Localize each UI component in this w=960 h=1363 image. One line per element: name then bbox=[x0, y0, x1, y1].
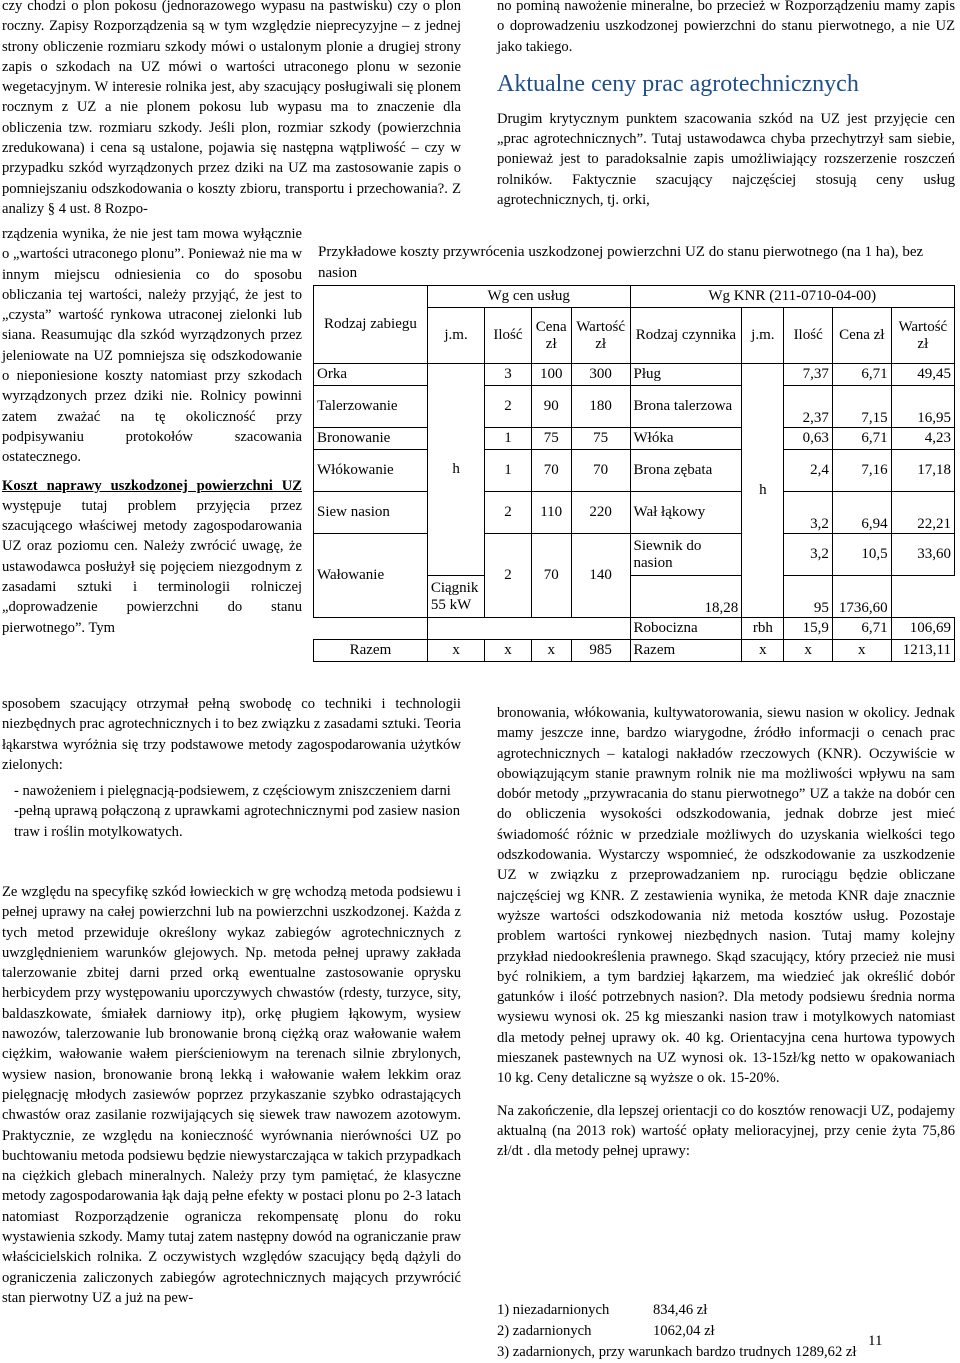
cell-value-2: 16,95 bbox=[891, 386, 954, 428]
cell-price: 90 bbox=[531, 386, 571, 428]
header-group-knr: Wg KNR (211-0710-04-00) bbox=[630, 286, 954, 308]
cell-value-2: 17,18 bbox=[891, 450, 954, 492]
table-total-row bbox=[314, 640, 955, 662]
fee-item-2 bbox=[497, 1321, 957, 1342]
fee-list bbox=[497, 1300, 957, 1363]
cell-price-2: 6,71 bbox=[832, 618, 891, 640]
cell-qty: 2 bbox=[485, 492, 531, 534]
total-x: x bbox=[832, 640, 891, 662]
repair-cost-text: występuje tutaj problem przyjęcia przez szacującego właściwej metody zagospodarowania UZ oraz poziomu cen. Należy zwrócić uwagę, że ustawodawca posłużył się pojęciem niezgodnym z zasadami sztuki i terminologii rolniczej „doprowadzenie powierzchni do stanu pierwotnego”. Tym bbox=[2, 497, 302, 636]
header-rodzaj-zabiegu: Rodzaj zabiegu bbox=[314, 286, 428, 364]
total-value-2: 1213,11 bbox=[891, 640, 954, 662]
cell-price: 70 bbox=[531, 450, 571, 492]
left-intro-text: czy chodzi o plon pokosu (jednorazowego wypasu na pastwisku) czy o plon roczny. Zapisy Rozporządzenia są w tym względzie nieprecyzyjne – z jednej strony obliczenie rozmiaru szkody mówi o ustalonym plonie a drugiej strony zapis o szkodach na UZ mówi o wartości utraconego plonu w sezonie wegetacyjnym. W interesie rolnika jest, aby szacujący posługiwali się plonem rocznym z UZ a nie plonem pokosu lub wypasu ma to znaczenie dla obliczenia tzw. rozmiaru szkody. Jeśli plon, rozmiar szkody (powierzchnia zredukowana) i cena są ustalone, pojawia się następna wątpliwość – czy w przypadku szkód wyrządzonych przez dziki na UZ ma zastosowanie zapis o pomniejszaniu odszkodowania o koszty zbioru, transportu i przechowania?. Z analizy § 4 ust. 8 Rozpo- bbox=[2, 0, 461, 217]
total-x: x bbox=[427, 640, 484, 662]
left-after-text: sposobem szacujący otrzymał pełną swobodę co techniki i technologii niezbędnych prac agrotechnicznych i to bez związku z zasadami sztuki. Teoria łąkarstwa wyróżnia się trzy podstawowe metody zagospodarowania użytków zielonych: bbox=[2, 696, 461, 773]
fee-value: 1289,62 zł bbox=[794, 1344, 857, 1360]
cell-price-2: 7,16 bbox=[832, 450, 891, 492]
total-label-2: Razem bbox=[630, 640, 742, 662]
page-number: 11 bbox=[868, 1333, 883, 1349]
cell-price-2: 95 bbox=[784, 576, 832, 618]
right-top-text-2: Drugim krytycznym punktem szacowania szkód na UZ jest przyjęcie cen „prac agrotechnicznych”. Tutaj ustawodawca chyba przechytrzył sam siebie, ponieważ jest to paradoksalnie zapis umożliwiający rozszerzenie roszczeń rolników. Faktycznie szacujący najczęściej stosują ceny usług agrotechnicznych, tj. orki, bbox=[497, 110, 955, 209]
left-bottom-paragraph bbox=[2, 882, 461, 1308]
total-label: Razem bbox=[314, 640, 428, 662]
right-top-text: no pominą nawożenie mineralne, bo przecież w Rozporządzeniu mamy zapis o doprowadzeniu uszkodzonej powierzchni do stanu pierwotnego, a nie UZ jako takiego. bbox=[497, 0, 955, 55]
total-x: x bbox=[784, 640, 832, 662]
fee-item-1 bbox=[497, 1300, 957, 1321]
left-narrow-column bbox=[2, 224, 302, 638]
left-bottom-text: Ze względu na specyfikę szkód łowieckich w grę wchodzą metoda podsiewu i pełnej uprawy na całej powierzchni lub na powierzchni uszkodzonej. Każda z tych metod przewiduje określony wykaz zabiegów agrotechnicznych z uwzględnieniem warunków glejowych. Np. metoda pełnej uprawy zakłada talerzowanie zbitej darni przed orką ewentualne zastosowanie oprysku herbicydem przy występowaniu uporczywych chwastów (rdesty, turzyce, sity, baldaszkowate, śmiałek darniowy itp), orkę pługiem łąkowym, wysiew nawozów, talerzowanie lub bronowanie broną ciężką oraz wałowanie wałem ciężkim, wałowanie wałem pierścieniowym na terenach silnie zbrylonych, wysiew nasion, bronowanie broną lekką i wałowanie wałem lekkim oraz pielęgnację młodych zasiewów poprzez przykaszanie szybko odrastających chwastów oraz zasilanie rozwijających się siewek traw nawozem azotowym. Praktycznie, ze względu na konieczność wyrównania nierówności UZ po buchtowaniu metoda podsiewu będzie niewystarczająca w takich przypadkach na ciężkich glebach mineralnych. Należy przy tym pamiętać, że klasyczne metody zagospodarowania łąk dają pełne efekty w postaci plonu po 2-3 latach natomiast Rozporządzenie ogranicza rekompensatę plonu do roku wystawienia szkody. Mamy tutaj zatem następny dowód na ograniczanie praw właścicielskich rolnika. Z oczywistych względów szacujący będą dążyli do ograniczenia zaliczonych zabiegów agrotechnicznych mających przywrócić stan pierwotny UZ a już na pew- bbox=[2, 884, 461, 1306]
cell-qty: 3 bbox=[485, 364, 531, 386]
total-value: 985 bbox=[571, 640, 630, 662]
table-row bbox=[314, 364, 955, 386]
method-item-2: -pełną uprawą połączoną z uprawkami agrotechnicznymi pod zasiew nasion traw i roślin motylkowatych. bbox=[14, 803, 460, 840]
cell-zabieg: Talerzowanie bbox=[314, 386, 428, 428]
cell-unit-rbh: rbh bbox=[742, 618, 784, 640]
total-x: x bbox=[531, 640, 571, 662]
cell-value: 75 bbox=[571, 428, 630, 450]
table-row bbox=[314, 386, 955, 428]
cell-zabieg: Siew nasion bbox=[314, 492, 428, 534]
repair-cost-paragraph bbox=[2, 476, 302, 638]
repair-cost-heading: Koszt naprawy uszkodzonej powierzchni UZ bbox=[2, 477, 302, 494]
section-heading: Aktualne ceny prac agrotechnicznych bbox=[497, 70, 859, 97]
left-intro-paragraph bbox=[2, 0, 461, 219]
cell-value: 300 bbox=[571, 364, 630, 386]
fee-label: 1) niezadarnionych bbox=[497, 1302, 610, 1318]
cell-value: 70 bbox=[571, 450, 630, 492]
cell-czynnik: Wał łąkowy bbox=[630, 492, 742, 534]
cell-price: 70 bbox=[531, 534, 571, 618]
cell-price: 110 bbox=[531, 492, 571, 534]
cell-price-2: 10,5 bbox=[832, 534, 891, 576]
header-rodzaj-czynnika: Rodzaj czynnika bbox=[630, 308, 742, 364]
fee-value: 1062,04 zł bbox=[653, 1323, 715, 1339]
cell-value-2: 49,45 bbox=[891, 364, 954, 386]
header-wartosc-2: Wartość zł bbox=[891, 308, 954, 364]
cell-value: 140 bbox=[571, 534, 630, 618]
cell-qty-2: 7,37 bbox=[784, 364, 832, 386]
cell-qty: 2 bbox=[485, 534, 531, 618]
cell-zabieg: Włókowanie bbox=[314, 450, 428, 492]
cost-table bbox=[313, 285, 955, 662]
cell-qty-2: 3,2 bbox=[784, 492, 832, 534]
fee-value: 834,46 zł bbox=[653, 1302, 708, 1318]
empty-cell bbox=[314, 618, 428, 640]
cell-price: 75 bbox=[531, 428, 571, 450]
cell-qty: 1 bbox=[485, 450, 531, 492]
cell-value-2: 4,23 bbox=[891, 428, 954, 450]
cell-price-2: 6,71 bbox=[832, 428, 891, 450]
cell-czynnik: Brona talerzowa bbox=[630, 386, 742, 428]
cell-czynnik: Włóka bbox=[630, 428, 742, 450]
cell-price: 100 bbox=[531, 364, 571, 386]
fee-item-3 bbox=[497, 1342, 957, 1363]
cell-price-2: 6,94 bbox=[832, 492, 891, 534]
cell-qty-2: 2,37 bbox=[784, 386, 832, 428]
method-item-1: - nawożeniem i pielęgnacją-podsiewem, z częściowym zniszczeniem darni bbox=[14, 783, 451, 799]
right-bottom-text-2: Na zakończenie, dla lepszej orientacji co do kosztów renowacji UZ, podajemy aktualną (na 2013 rok) wartość opłaty melioracyjnej, przy cenie żyta 75,86 zł/dt . dla metody pełnej uprawy: bbox=[497, 1102, 955, 1160]
cell-price-2: 7,15 bbox=[832, 386, 891, 428]
cell-czynnik: Ciągnik 55 kW bbox=[427, 576, 484, 618]
cell-qty-2: 2,4 bbox=[784, 450, 832, 492]
header-cena-2: Cena zł bbox=[832, 308, 891, 364]
left-after-table-paragraph bbox=[2, 694, 461, 775]
cell-zabieg: Bronowanie bbox=[314, 428, 428, 450]
fee-label: 3) zadarnionych, przy warunkach bardzo trudnych bbox=[497, 1344, 792, 1360]
cell-czynnik: Brona zębata bbox=[630, 450, 742, 492]
header-jm-2: j.m. bbox=[742, 308, 784, 364]
table-caption: Przykładowe koszty przywrócenia uszkodzonej powierzchni UZ do stanu pierwotnego (na 1 ha), bez nasion bbox=[318, 244, 924, 281]
right-bottom-column bbox=[497, 703, 955, 1162]
cell-czynnik: Robocizna bbox=[630, 618, 742, 640]
total-x: x bbox=[485, 640, 531, 662]
cell-zabieg: Orka bbox=[314, 364, 428, 386]
cell-czynnik: Pług bbox=[630, 364, 742, 386]
left-narrow-text: rządzenia wynika, że nie jest tam mowa wyłącznie o „wartości utraconego plonu”. Ponieważ nie ma w innym miejscu odniesienia co do sposobu obliczania tej wartości, należy przyjąć, że jest to „czysta” wartość rynkowa utraconej zielonki lub siana. Reasumując dla szkód wyrządzonych przez jeleniowate na UZ pomniejsza się odszkodowanie o nieponiesione koszty natomiast przy szkodach wyrządzonych przez dziki nie. Rolnicy powinni zatem zważać na tę okoliczność przy podpisywaniu protokołów szacowania ostatecznego. bbox=[2, 226, 302, 466]
header-ilosc: Ilość bbox=[485, 308, 531, 364]
cell-qty-2: 15,9 bbox=[784, 618, 832, 640]
table-row bbox=[314, 534, 955, 576]
cell-value-2: 22,21 bbox=[891, 492, 954, 534]
cell-price-2: 6,71 bbox=[832, 364, 891, 386]
table-row bbox=[314, 428, 955, 450]
fee-label: 2) zadarnionych bbox=[497, 1323, 592, 1339]
header-ilosc-2: Ilość bbox=[784, 308, 832, 364]
cell-value: 220 bbox=[571, 492, 630, 534]
header-cena: Cena zł bbox=[531, 308, 571, 364]
table-row bbox=[314, 450, 955, 492]
methods-list bbox=[14, 781, 460, 842]
header-group-services: Wg cen usług bbox=[427, 286, 630, 308]
cell-value-2: 106,69 bbox=[891, 618, 954, 640]
cell-value: 180 bbox=[571, 386, 630, 428]
cell-value-2: 1736,60 bbox=[832, 576, 891, 618]
header-wartosc: Wartość zł bbox=[571, 308, 630, 364]
table-row bbox=[314, 492, 955, 534]
right-top-column bbox=[497, 0, 955, 210]
cell-qty-2: 3,2 bbox=[784, 534, 832, 576]
header-jm: j.m. bbox=[427, 308, 484, 364]
cell-qty: 2 bbox=[485, 386, 531, 428]
cell-unit-h: h bbox=[427, 364, 484, 576]
cell-czynnik: Siewnik do nasion bbox=[630, 534, 742, 576]
cell-zabieg: Wałowanie bbox=[314, 534, 428, 618]
cell-qty: 1 bbox=[485, 428, 531, 450]
right-bottom-text: bronowania, włókowania, kultywatorowania, siewu nasion w okolicy. Jednak mamy jeszcze inne, bardzo wiarygodne, źródło informacji o cenach prac agrotechnicznych – katalogi nakładów rzeczowych (KNR). Oczywiście w obowiązującym stanie prawnym rolnik nie ma możliwości wpływu na sam dobór metody „przywracania do stanu pierwotnego” UZ a także na dobór cen do obliczenia wysokości odszkodowania, jednak dobrze jest mieć świadomość różnic w przedziale możliwych do uzyskania wielkości tego odszkodowania. Wystarczy wspomnieć, że odszkodowanie za uszkodzenie UZ w związku z przeprowadzaniem np. rurociągu będzie obliczane najczęściej wg KNR. Z zestawienia wynika, że metoda KNR daje znacznie wyższe wartości odszkodowania niż metoda kosztów usług. Pozostaje problem wartości rynkowej niezbędnych nasion. Tutaj mamy kolejny przykład niedookreślenia prawnego. Skąd szacujący, który przecież nie musi być rolnikiem, a tym bardziej łąkarzem, ma wiedzieć jak określić dobór gatunków i ilość potrzebnych nasion?. Dla metody podsiewu średnia norma wysiewu wynosi ok. 25 kg mieszanki nasion traw i motylkowych natomiast dla metody pełnej uprawy ok. 40 kg. Orientacyjna cena hurtowa typowych mieszanek pastewnych na UZ wynosi ok. 13-15zł/kg netto w opakowaniach 10 kg. Ceny detaliczne są wyższe o ok. 15-20%. bbox=[497, 705, 955, 1087]
total-x: x bbox=[742, 640, 784, 662]
cell-qty-2: 0,63 bbox=[784, 428, 832, 450]
cell-qty-2: 18,28 bbox=[630, 576, 742, 618]
cell-value-2: 33,60 bbox=[891, 534, 954, 576]
table-row bbox=[314, 618, 955, 640]
empty-cell bbox=[427, 618, 630, 640]
cell-unit-h-2: h bbox=[742, 364, 784, 618]
